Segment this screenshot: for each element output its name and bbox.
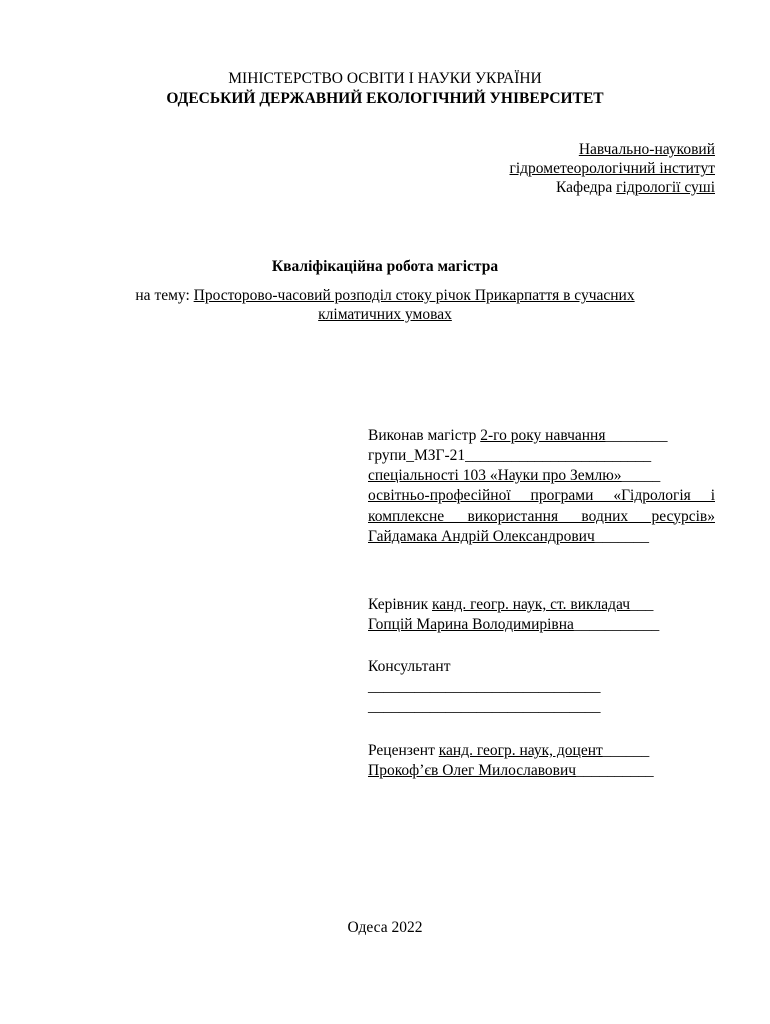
- consultant-blank-1: ______________________________: [368, 678, 601, 695]
- consultant-blank-2: ______________________________: [368, 698, 601, 715]
- supervisor-degree-fill: ___: [630, 596, 654, 613]
- reviewer-degree-fill: ______: [602, 742, 650, 759]
- university-heading: ОДЕСЬКИЙ ДЕРЖАВНИЙ ЕКОЛОГІЧНИЙ УНІВЕРСИТЕТ: [166, 90, 604, 107]
- reviewer-name: Прокоф’єв Олег Милославович: [368, 762, 577, 779]
- author-name: Гайдамака Андрій Олександрович: [368, 528, 595, 545]
- reviewer-degree: канд. геогр. наук, доцент: [438, 742, 603, 759]
- author-name-line: [368, 527, 715, 547]
- reviewer-name-fill: __________: [576, 762, 654, 779]
- author-name-fill: _______: [594, 528, 649, 545]
- supervisor-name-fill: ___________: [573, 616, 660, 633]
- topic-line-1: [0, 286, 770, 306]
- supervisor-degree: канд. геогр. наук, ст. викладач: [432, 596, 631, 613]
- supervisor-name: Гопцій Марина Володимирівна: [368, 616, 574, 633]
- reviewer-prefix: Рецензент: [368, 742, 439, 759]
- author-year-line: [368, 426, 715, 446]
- city-year: Одеса 2022: [347, 919, 423, 936]
- author-prefix: Виконав магістр: [368, 427, 481, 444]
- author-specialty: спеціальності 103 «Науки про Землю»: [368, 467, 622, 484]
- topic-line-2: [0, 305, 770, 325]
- author-group-prefix: групи: [368, 447, 407, 464]
- topic-text-1: Просторово-часовий розподіл стоку річок Прикарпаття в сучасних: [193, 287, 635, 304]
- reviewer-block: [368, 741, 715, 781]
- reviewer-degree-line: [368, 741, 715, 761]
- author-year: 2-го року навчання: [480, 427, 606, 444]
- supervisor-name-line: [368, 615, 715, 635]
- author-program: освітньо-професійної програми «Гідрологія і комплексне використання водних ресурсів»: [368, 487, 715, 525]
- author-group-line: [368, 446, 715, 466]
- topic-prefix: на тему:: [135, 287, 194, 304]
- supervisor-block: [368, 595, 715, 635]
- department-name: гідрології суші: [616, 179, 715, 196]
- supervisor-prefix: Керівник: [368, 596, 432, 613]
- department-line: [556, 178, 715, 198]
- author-group: _МЗГ-21________________________: [406, 447, 652, 464]
- author-specialty-line: [368, 466, 715, 486]
- author-year-fill: ________: [605, 427, 668, 444]
- consultant-block: [368, 657, 715, 717]
- institute-line-1: Навчально-науковий: [578, 141, 715, 158]
- work-title: Кваліфікаційна робота магістра: [271, 258, 499, 275]
- author-specialty-fill: _____: [621, 467, 661, 484]
- supervisor-degree-line: [368, 595, 715, 615]
- institute-line-2: гідрометеорологічний інститут: [509, 160, 715, 177]
- author-block: [368, 426, 715, 547]
- reviewer-name-line: [368, 761, 715, 781]
- department-prefix: Кафедра: [556, 179, 617, 196]
- topic-text-2: кліматичних умовах: [318, 306, 452, 323]
- consultant-label: Консультант: [368, 658, 451, 675]
- ministry-heading: МІНІСТЕРСТВО ОСВІТИ І НАУКИ УКРАЇНИ: [228, 70, 542, 87]
